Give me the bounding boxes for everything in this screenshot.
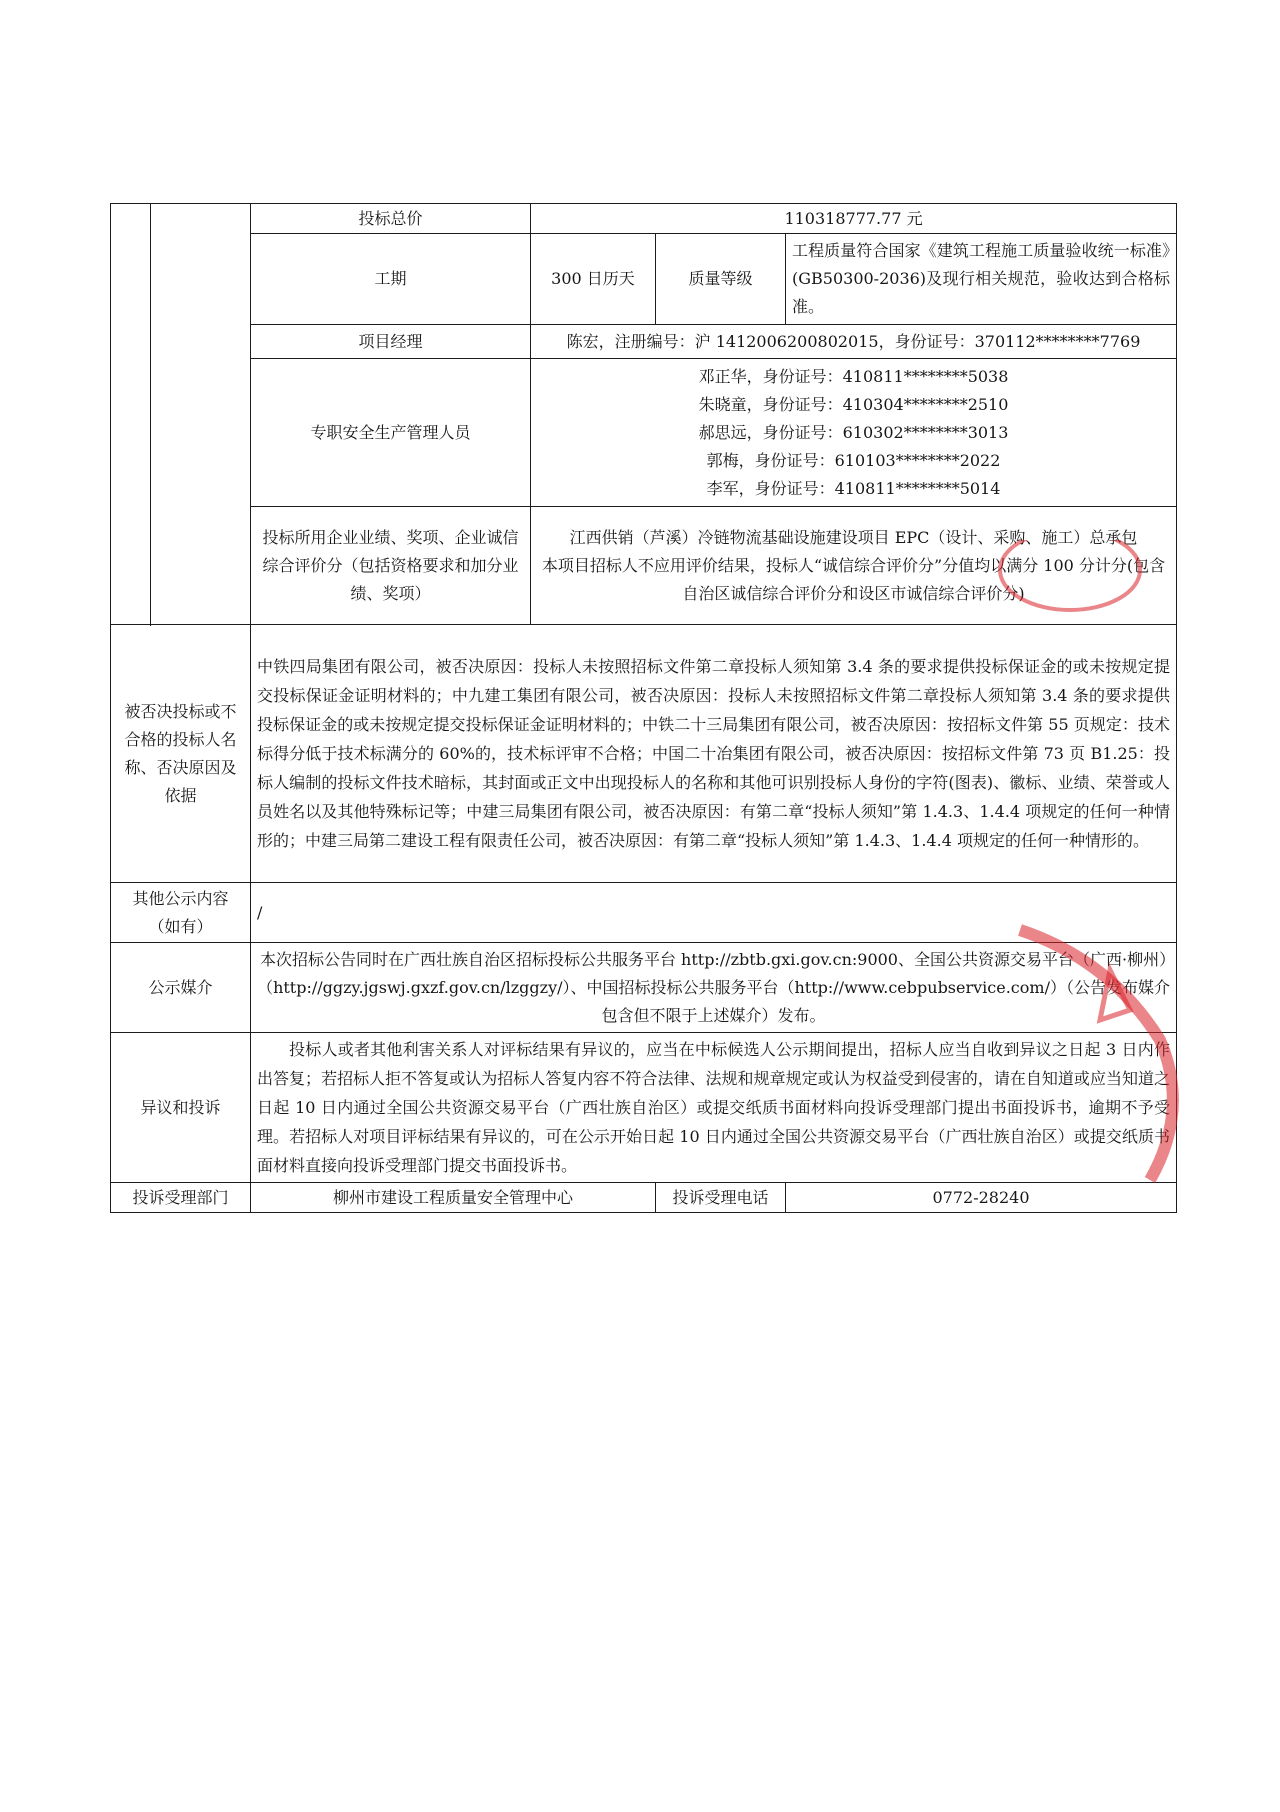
table-row: [111, 325, 1177, 359]
table-row: [111, 1033, 1177, 1183]
safety-staff-item: 朱晓童，身份证号：410304********2510: [698, 394, 1009, 414]
table-row: [111, 625, 1177, 883]
rejected-bidders-label: 被否决投标或不合格的投标人名称、否决原因及依据: [111, 625, 251, 883]
safety-staff-list: [531, 359, 1177, 507]
bid-result-table: [110, 203, 1177, 1213]
duration-value: 300 日历天: [531, 234, 656, 325]
safety-staff-item: 郭梅，身份证号：610103********2022: [706, 450, 1001, 470]
safety-staff-item: 李军，身份证号：410811********5014: [706, 478, 1001, 498]
safety-staff-item: 郝思远，身份证号：610302********3013: [698, 422, 1009, 442]
table-row: [111, 943, 1177, 1033]
complaint-dept-value: 柳州市建设工程质量安全管理中心: [251, 1183, 656, 1213]
safety-staff-label: 专职安全生产管理人员: [251, 359, 531, 507]
total-price-value: 110318777.77 元: [531, 204, 1177, 234]
table-row: [111, 507, 1177, 625]
performance-project: 江西供销（芦溪）冷链物流基础设施建设项目 EPC（设计、采购、施工）总承包: [569, 527, 1138, 547]
table-row: [111, 234, 1177, 325]
table-row: [111, 204, 1177, 234]
publication-media-label: 公示媒介: [111, 943, 251, 1033]
blank-cell: [111, 204, 151, 625]
project-manager-value: 陈宏，注册编号：沪 1412006200802015，身份证号：370112********7769: [531, 325, 1177, 359]
other-content-value: /: [251, 883, 1177, 943]
table-row: [111, 359, 1177, 507]
quality-label: 质量等级: [656, 234, 786, 325]
complaint-phone-value: 0772-28240: [786, 1183, 1177, 1213]
performance-label: 投标所用企业业绩、奖项、企业诚信综合评价分（包括资格要求和加分业绩、奖项）: [251, 507, 531, 625]
total-price-label: 投标总价: [251, 204, 531, 234]
quality-value: 工程质量符合国家《建筑工程施工质量验收统一标准》(GB50300-2036)及现行相关规范，验收达到合格标准。: [786, 234, 1177, 325]
rejected-bidders-text: 中铁四局集团有限公司，被否决原因：投标人未按照招标文件第二章投标人须知第 3.4 条的要求提供投标保证金的或未按规定提交投标保证金证明材料的；中九建工集团有限公司，被否决原因：投标人未按照招标文件第二章投标人须知第 3.4 条的要求提供投标保证金的或未按规定提交投标保证金证明材料的；中铁二十三局集团有限公司，被否决原因：按招标文件第 55 页规定：技术标得分低于技术标满分的 60%的，技术标评审不合格；中国二十冶集团有限公司，被否决原因：按招标文件第 73 页 B1.25：投标人编制的投标文件技术暗标，其封面或正文中出现投标人的名称和其他可识别投标人身份的字符(图表)、徽标、业绩、荣誉或人员姓名以及其他特殊标记等；中建三局集团有限公司，被否决原因：有第二章“投标人须知”第 1.4.3、1.4.4 项规定的任何一种情形的；中建三局第二建设工程有限责任公司，被否决原因：有第二章“投标人须知”第 1.4.3、1.4.4 项规定的任何一种情形的。: [251, 625, 1177, 883]
publication-media-text: 本次招标公告同时在广西壮族自治区招标投标公共服务平台 http://zbtb.gxi.gov.cn:9000、全国公共资源交易平台（广西·柳州）（http://ggzy.jgswj.gxzf.gov.cn/lzggzy/）、中国招标投标公共服务平台（http://www.cebpubservice.com/）（公告发布媒介包含但不限于上述媒介）发布。: [251, 943, 1177, 1033]
performance-value: [531, 507, 1177, 625]
blank-cell: [151, 204, 251, 625]
duration-label: 工期: [251, 234, 531, 325]
project-manager-label: 项目经理: [251, 325, 531, 359]
credit-score-note: 本项目招标人不应用评价结果，投标人“诚信综合评价分”分值均以满分 100 分计分(包含自治区诚信综合评价分和设区市诚信综合评价分): [541, 555, 1166, 603]
safety-staff-item: 邓正华，身份证号：410811********5038: [698, 366, 1009, 386]
objection-text: 投标人或者其他利害关系人对评标结果有异议的，应当在中标候选人公示期间提出，招标人应当自收到异议之日起 3 日内作出答复；若招标人拒不答复或认为招标人答复内容不符合法律、法规和规章规定或认为权益受到侵害的，请在自知道或应当知道之日起 10 日内通过全国公共资源交易平台（广西壮族自治区）或提交纸质书面材料向投诉受理部门提出书面投诉书，逾期不予受理。若招标人对项目评标结果有异议的，可在公示开始日起 10 日内通过全国公共资源交易平台（广西壮族自治区）或提交纸质书面材料直接向投诉受理部门提交书面投诉书。: [251, 1033, 1177, 1183]
objection-label: 异议和投诉: [111, 1033, 251, 1183]
table-row: [111, 1183, 1177, 1213]
table-row: [111, 883, 1177, 943]
complaint-dept-label: 投诉受理部门: [111, 1183, 251, 1213]
other-content-label: 其他公示内容（如有）: [111, 883, 251, 943]
complaint-phone-label: 投诉受理电话: [656, 1183, 786, 1213]
